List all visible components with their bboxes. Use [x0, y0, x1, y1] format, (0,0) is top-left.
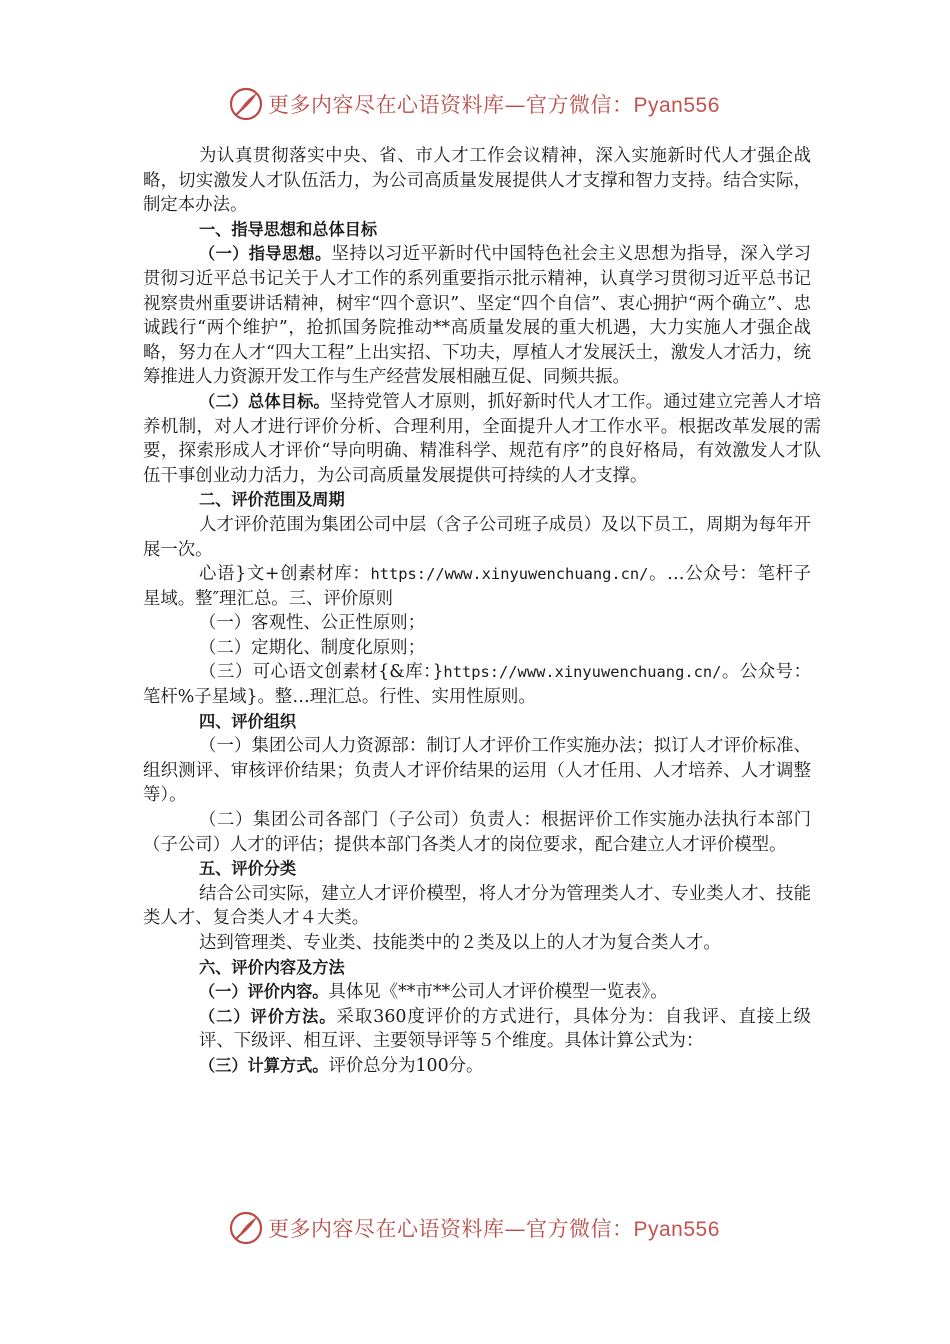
eval-method-paragraph	[143, 1005, 811, 1054]
eval-content-label: （一）评价内容。	[199, 982, 329, 1002]
principle-item-3	[143, 660, 811, 709]
guiding-ideology-text: 坚持以习近平新时代中国特色社会主义思想为指导，深入学习贯彻习近平总书记关于人才工作的系列重要指示批示精神，认真学习贯彻习近平总书记视察贵州重要讲话精神，树牢“四个意识”、坚定“四个自信”、衷心拥护“两个确立”、忠诚践行“两个维护”，抢抓国务院推动**高质量发展的重大机遇，大力实施人才强企战略，努力在人才“四大工程”上出实招、下功夫，厚植人才发展沃土，激发人才活力，统筹推进人力资源开发工作与生产经营发展相融互促、同频共振。	[143, 244, 811, 388]
guiding-ideology-label: （一）指导思想。	[199, 244, 332, 264]
banner-text	[268, 1213, 720, 1243]
watermark-paragraph	[143, 562, 811, 611]
banner-cn-text: 更多内容尽在心语资料库—官方微信：	[268, 93, 634, 117]
footer-banner	[228, 1208, 748, 1248]
banner-cn-text: 更多内容尽在心语资料库—官方微信：	[268, 1217, 634, 1241]
principle-item-2: （二）定期化、制度化原则；	[199, 637, 426, 658]
section-5-heading: 五、评价分类	[199, 859, 297, 879]
dept-heads-paragraph: （二）集团公司各部门（子公司）负责人：根据评价工作实施办法执行本部门（子公司）人才的评估；提供本部门各类人才的岗位要求，配合建立人才评价模型。	[143, 810, 811, 855]
eval-content-paragraph	[143, 980, 811, 1005]
quill-logo-icon	[228, 1210, 264, 1246]
calc-method-text: 评价总分为100分。	[328, 1055, 484, 1076]
overall-goal-label: （二）总体目标。	[199, 391, 330, 411]
principle-item-3-text-a: （三）可心语文创素材{&库：}	[199, 662, 444, 683]
section-6-heading: 六、评价内容及方法	[199, 957, 345, 977]
eval-method-text: 采取360度评价的方式进行，具体分为：自我评、直接上级评、下级评、相互评、主要领导评等５个维度。具体计算公式为：	[199, 1006, 811, 1052]
hr-dept-paragraph: （一）集团公司人力资源部：制订人才评价工作实施办法；拟订人才评价标准、组织测评、审核评价结果；负责人才评价结果的运用（人才任用、人才培养、人才调整等）。	[143, 736, 811, 806]
section-4-heading: 四、评价组织	[199, 711, 297, 731]
classification-paragraph: 结合公司实际，建立人才评价模型，将人才分为管理类人才、专业类人才、技能类人才、复合类人才４大类。	[143, 883, 811, 929]
calc-method-paragraph	[143, 1054, 811, 1079]
scope-paragraph: 人才评价范围为集团公司中层（含子公司班子成员）及以下员工，周期为每年开展一次。	[143, 514, 811, 560]
overall-goal-text: 坚持党管人才原则，抓好新时代人才工作。通过建立完善人才培养机制，对人才进行评价分析、合理利用，全面提升人才工作水平。根据改革发展的需要，探索形成人才评价“导向明确、精准科学、规范有序”的良好格局，有效激发人才队伍干事创业动力活力，为公司高质量发展提供可持续的人才支撑。	[143, 391, 822, 486]
section-2-heading: 二、评价范围及周期	[199, 490, 345, 510]
guiding-ideology-paragraph	[143, 242, 811, 390]
banner-wechat-id: Pyan556	[633, 94, 720, 117]
principle-item-3-url: https://www.xinyuwenchuang.cn/	[443, 663, 722, 682]
watermark-url: https://www.xinyuwenchuang.cn/	[370, 565, 649, 584]
section-1-heading: 一、指导思想和总体目标	[199, 219, 378, 239]
eval-method-label: （二）评价方法。	[199, 1006, 337, 1026]
eval-content-text: 具体见《**市**公司人才评价模型一览表》。	[328, 982, 668, 1003]
watermark-text-a: 心语}文+创素材库：	[199, 564, 371, 585]
header-banner	[228, 84, 748, 124]
principle-item-3-text-b: 。公众号：笔杆%子星域}。整…理汇总。行性、实用性原则。	[143, 662, 811, 708]
intro-paragraph: 为认真贯彻落实中央、省、市人才工作会议精神，深入实施新时代人才强企战略，切实激发人才队伍活力，为公司高质量发展提供人才支撑和智力支持。结合实际，制定本办法。	[143, 146, 811, 216]
banner-wechat-id: Pyan556	[633, 1218, 720, 1241]
quill-logo-icon	[228, 86, 264, 122]
document-body	[143, 144, 822, 1079]
principle-item-1: （一）客观性、公正性原则；	[199, 613, 426, 634]
calc-method-label: （三）计算方式。	[199, 1055, 329, 1075]
banner-text	[268, 89, 720, 119]
watermark-text-b: 。…公众号：笔杆子星域。整″理汇总。三、评价原则	[143, 564, 811, 609]
overall-goal-paragraph	[143, 390, 821, 488]
composite-talent-paragraph: 达到管理类、专业类、技能类中的２类及以上的人才为复合类人才。	[199, 933, 721, 953]
